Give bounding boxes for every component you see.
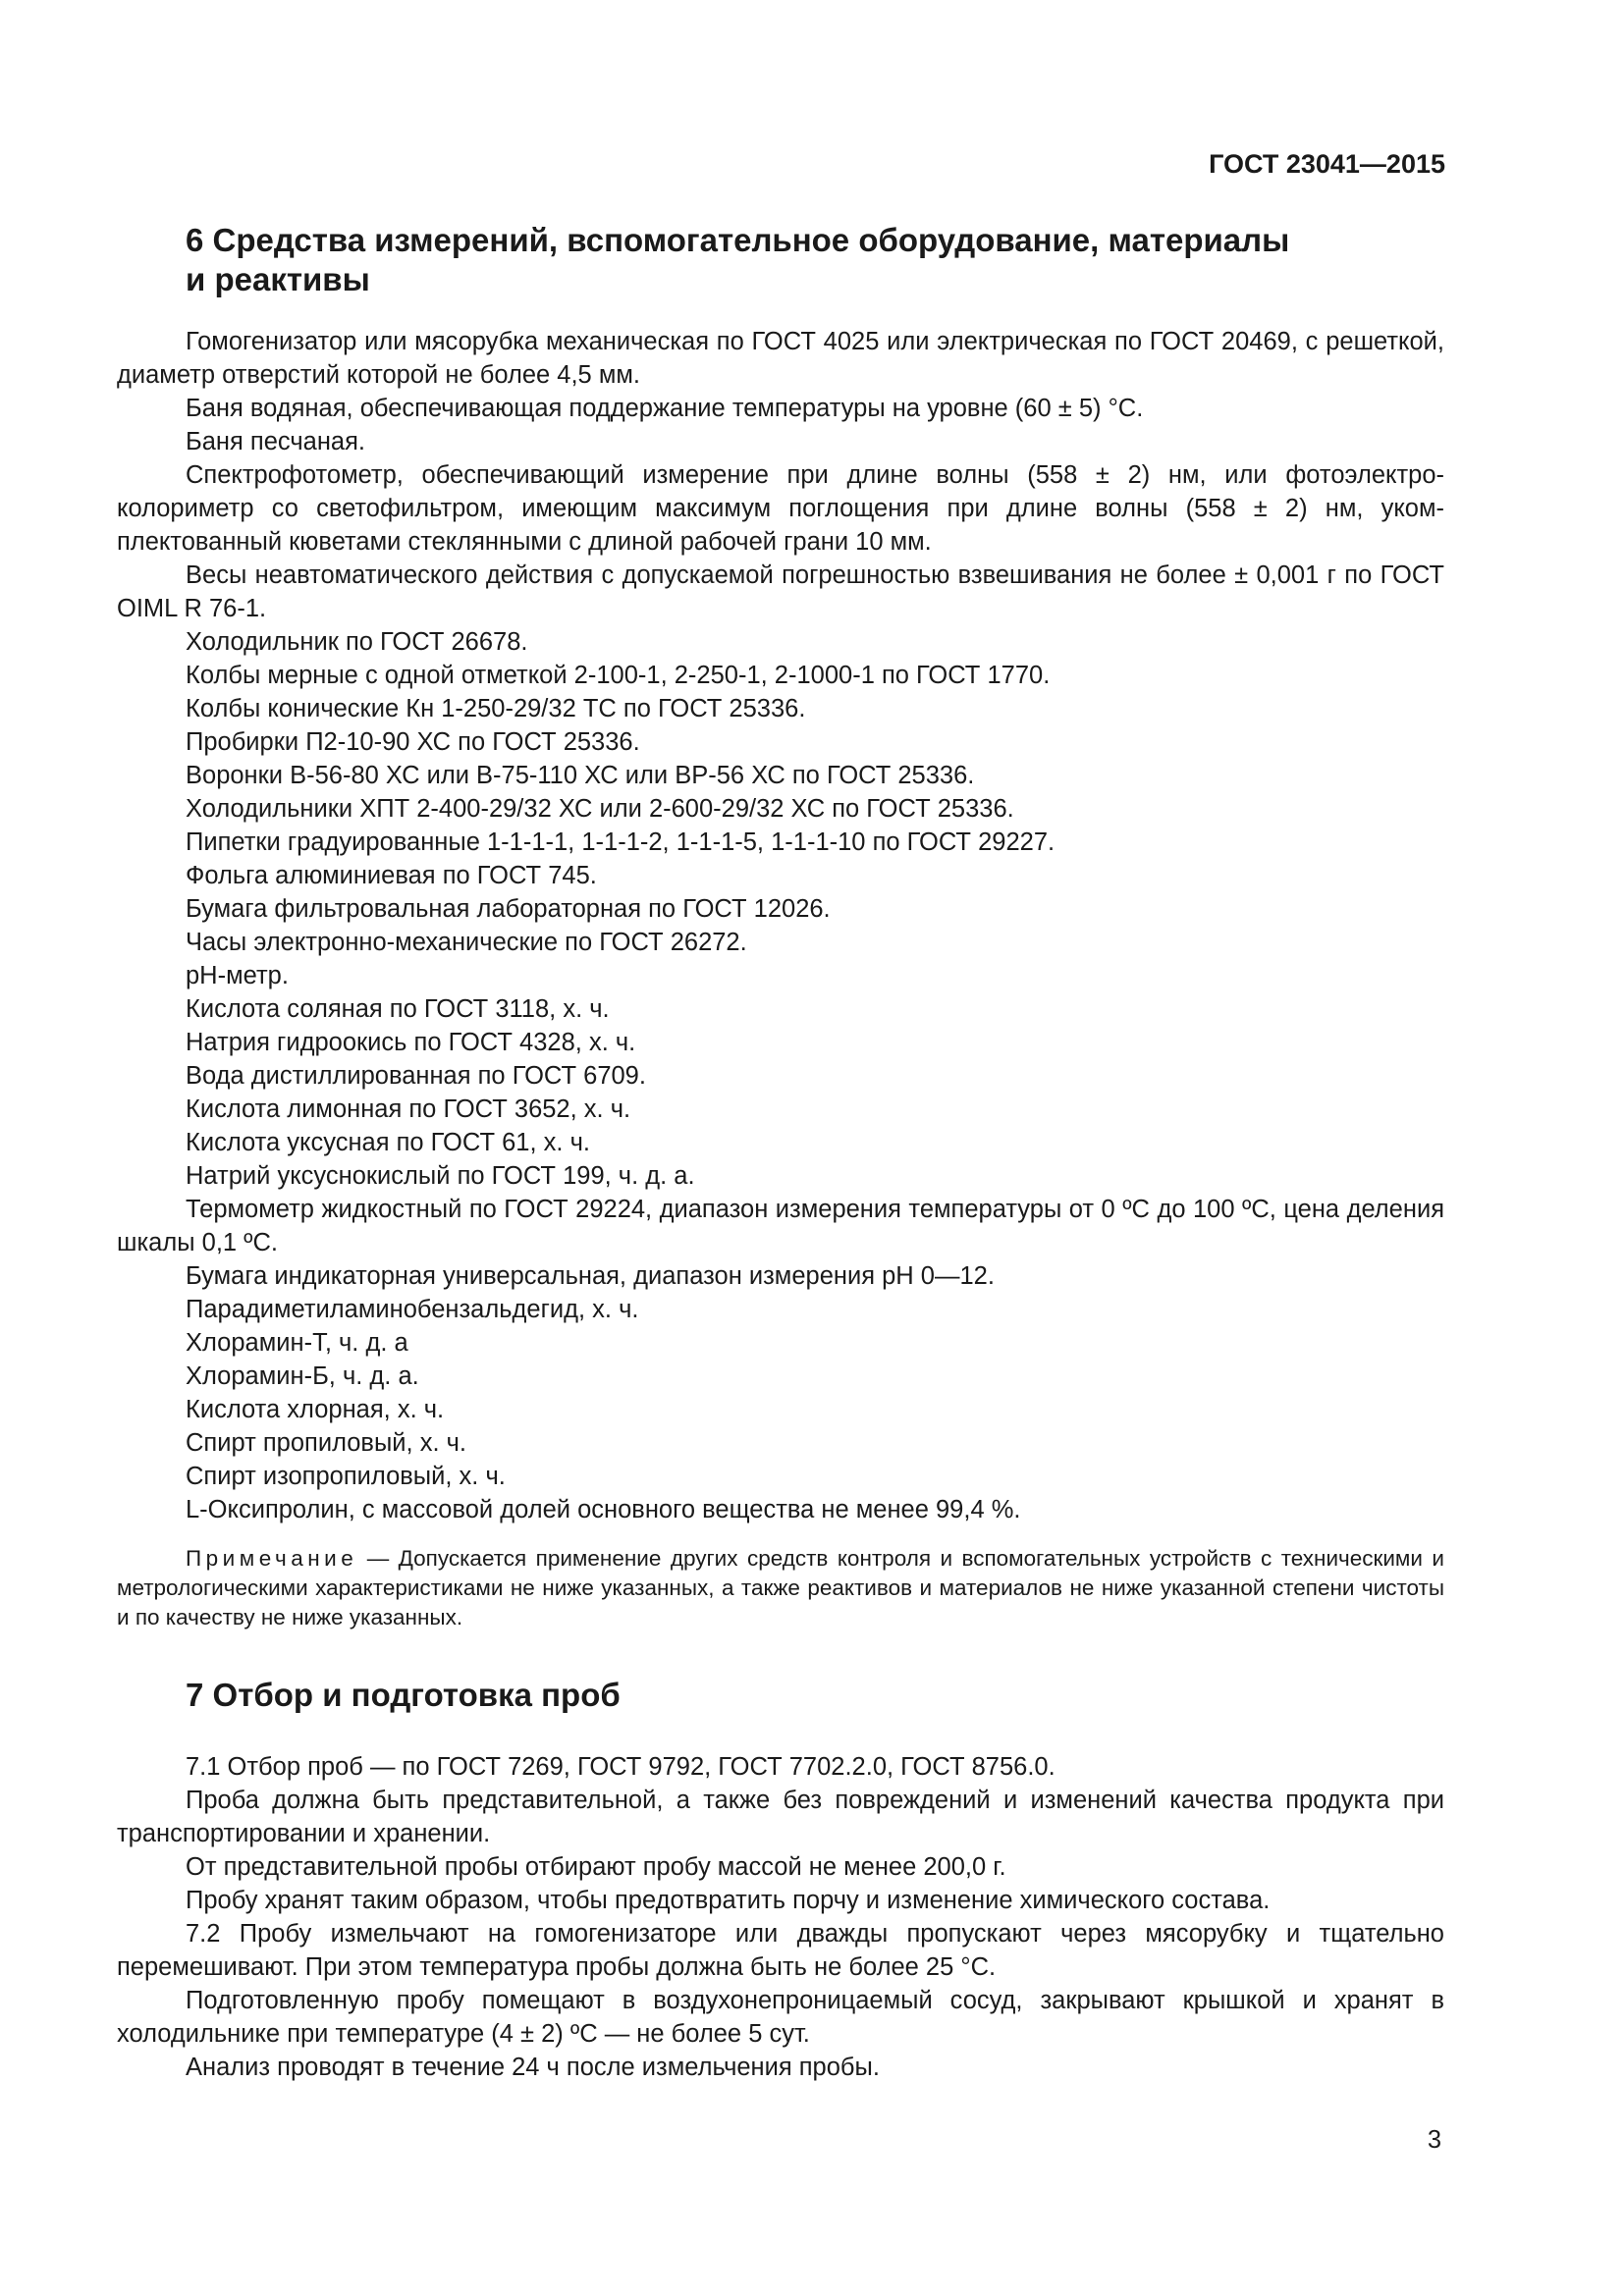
paragraph: Подготовленную пробу помещают в воздухонепроницаемый сосуд, закрывают крышкой и хранят в холодильнике при температуре (4 ± 2) ºС — не более 5 сут. bbox=[117, 1987, 1444, 2048]
paragraph: pH-метр. bbox=[186, 962, 289, 989]
paragraph: L-Оксипролин, с массовой долей основного вещества не менее 99,4 %. bbox=[186, 1496, 1021, 1523]
paragraph: Бумага индикаторная универсальная, диапазон измерения pH 0—12. bbox=[186, 1262, 995, 1290]
note-label: Примечание bbox=[186, 1546, 358, 1571]
paragraph: Воронки В-56-80 ХС или В-75-110 ХС или ВР-56 ХС по ГОСТ 25336. bbox=[186, 762, 975, 789]
page-content bbox=[117, 221, 1444, 2084]
page-number: 3 bbox=[1427, 2126, 1441, 2154]
paragraph: Кислота уксусная по ГОСТ 61, х. ч. bbox=[186, 1129, 590, 1156]
section-6-body bbox=[117, 325, 1444, 1632]
paragraph: Кислота хлорная, х. ч. bbox=[186, 1396, 445, 1423]
paragraph: Спектрофотометр, обеспечивающий измерение при длине волны (558 ± 2) нм, или фотоэлектроколориметр со светофильтром, имеющим максимум поглощения при длине волны (558 ± 2) нм, укомплектованный кюветами стеклянными с длиной рабочей грани 10 мм. bbox=[117, 461, 1444, 556]
paragraph: Термометр жидкостный по ГОСТ 29224, диапазон измерения температуры от 0 ºС до 100 ºС, цена деления шкалы 0,1 ºС. bbox=[117, 1196, 1444, 1256]
paragraph: Натрия гидроокись по ГОСТ 4328, х. ч. bbox=[186, 1029, 636, 1056]
note-text: — Допускается применение других средств контроля и вспомогательных устройств с техническими и метрологическими характеристиками не ниже указанных, а также реактивов и материалов не ниже указанной степени чистоты и по качеству не ниже указанных. bbox=[117, 1546, 1444, 1629]
paragraph: Вода дистиллированная по ГОСТ 6709. bbox=[186, 1062, 646, 1090]
paragraph: Фольга алюминиевая по ГОСТ 745. bbox=[186, 862, 597, 889]
paragraph: От представительной пробы отбирают пробу массой не менее 200,0 г. bbox=[186, 1853, 1006, 1881]
paragraph: Весы неавтоматического действия с допускаемой погрешностью взвешивания не более ± 0,001 г по ГОСТ OIML R 76-1. bbox=[117, 561, 1444, 622]
note bbox=[117, 1544, 1444, 1632]
paragraph: Бумага фильтровальная лабораторная по ГОСТ 12026. bbox=[186, 895, 831, 923]
paragraph: Гомогенизатор или мясорубка механическая по ГОСТ 4025 или электрическая по ГОСТ 20469, с решеткой, диаметр отверстий которой не более 4,5 мм. bbox=[117, 328, 1444, 389]
section-7-body bbox=[117, 1750, 1444, 2084]
paragraph: Кислота лимонная по ГОСТ 3652, х. ч. bbox=[186, 1095, 631, 1123]
paragraph: Парадиметиламинобензальдегид, х. ч. bbox=[186, 1296, 639, 1323]
section-6-title-line-2: и реактивы bbox=[186, 261, 370, 297]
paragraph: Спирт изопропиловый, х. ч. bbox=[186, 1463, 506, 1490]
paragraph: Кислота соляная по ГОСТ 3118, х. ч. bbox=[186, 995, 610, 1023]
paragraph: Проба должна быть представительной, а также без повреждений и изменений качества продукта при транспортировании и хранении. bbox=[117, 1787, 1444, 1847]
paragraph: Хлорамин-Т, ч. д. а bbox=[186, 1329, 408, 1357]
paragraph: Пипетки градуированные 1-1-1-1, 1-1-1-2, 1-1-1-5, 1-1-1-10 по ГОСТ 29227. bbox=[186, 828, 1056, 856]
paragraph: 7.1 Отбор проб — по ГОСТ 7269, ГОСТ 9792, ГОСТ 7702.2.0, ГОСТ 8756.0. bbox=[186, 1753, 1056, 1781]
document-code: ГОСТ 23041—2015 bbox=[1209, 149, 1445, 179]
section-6-title-line-1: 6 Средства измерений, вспомогательное оборудование, материалы bbox=[186, 222, 1290, 258]
paragraph: Пробу хранят таким образом, чтобы предотвратить порчу и изменение химического состава. bbox=[186, 1887, 1271, 1914]
paragraph: Хлорамин-Б, ч. д. а. bbox=[186, 1362, 419, 1390]
paragraph: Баня водяная, обеспечивающая поддержание температуры на уровне (60 ± 5) °С. bbox=[186, 395, 1144, 422]
paragraph: Натрий уксуснокислый по ГОСТ 199, ч. д. а. bbox=[186, 1162, 695, 1190]
paragraph: Холодильник по ГОСТ 26678. bbox=[186, 628, 528, 656]
paragraph: 7.2 Пробу измельчают на гомогенизаторе или дважды пропускают через мясорубку и тщательно перемешивают. При этом температура пробы должна быть не более 25 °С. bbox=[117, 1920, 1444, 1981]
section-6-title bbox=[117, 221, 1444, 299]
paragraph: Баня песчаная. bbox=[186, 428, 365, 455]
paragraph: Холодильники ХПТ 2-400-29/32 ХС или 2-600-29/32 ХС по ГОСТ 25336. bbox=[186, 795, 1014, 823]
paragraph: Пробирки П2-10-90 ХС по ГОСТ 25336. bbox=[186, 728, 640, 756]
paragraph: Часы электронно-механические по ГОСТ 26272. bbox=[186, 929, 747, 956]
paragraph: Колбы мерные с одной отметкой 2-100-1, 2-250-1, 2-1000-1 по ГОСТ 1770. bbox=[186, 662, 1051, 689]
section-7-title: 7 Отбор и подготовка проб bbox=[186, 1677, 621, 1713]
paragraph: Анализ проводят в течение 24 ч после измельчения пробы. bbox=[186, 2054, 880, 2081]
paragraph: Спирт пропиловый, х. ч. bbox=[186, 1429, 467, 1457]
paragraph: Колбы конические Кн 1-250-29/32 ТС по ГОСТ 25336. bbox=[186, 695, 806, 722]
